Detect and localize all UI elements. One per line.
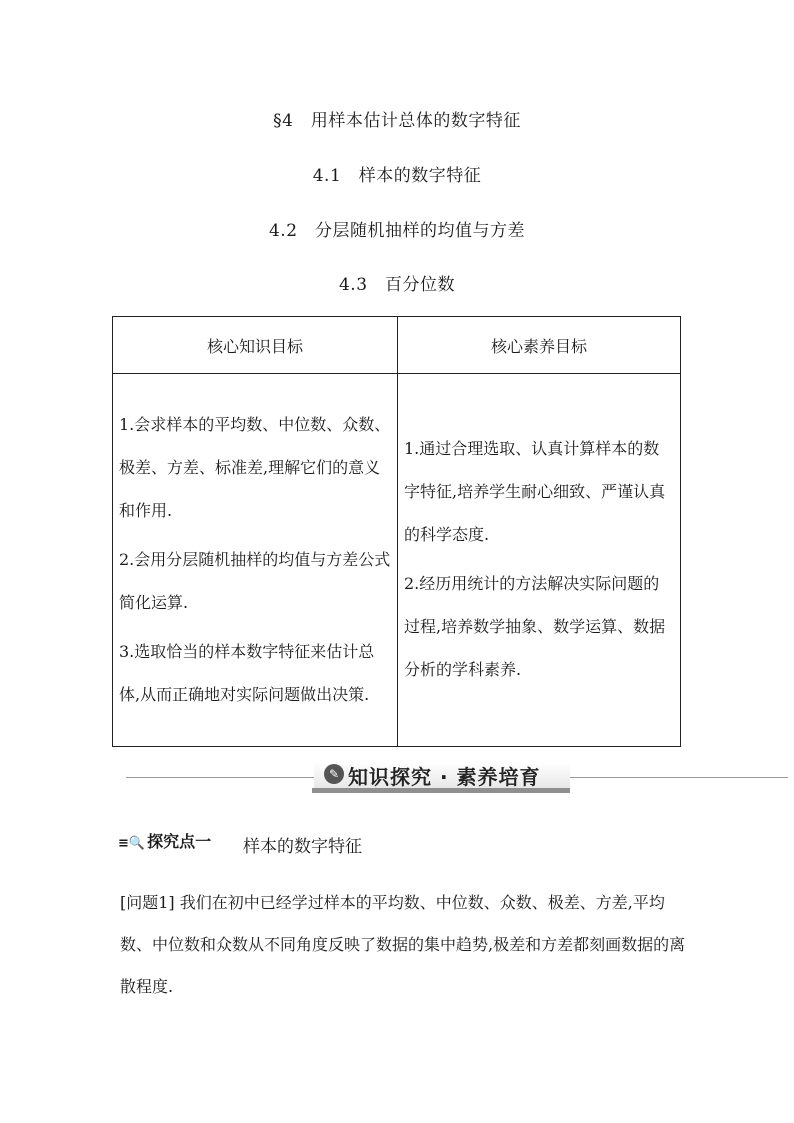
goals-table-row: [113, 374, 681, 747]
magnifier-icon: ≡🔍: [118, 836, 146, 851]
goals-table: [112, 316, 681, 747]
subsection-heading-1: 4.1 样本的数字特征: [312, 166, 482, 186]
subsection-heading-3: 4.3 百分位数: [338, 275, 456, 295]
question-paragraph: [问题1] 我们在初中已经学过样本的平均数、中位数、众数、极差、方差,平均数、中位数和众数从不同角度反映了数据的集中趋势,极差和方差都刻画数据的离散程度.: [120, 893, 686, 996]
literacy-goal-2: 2.经历用统计的方法解决实际问题的过程,培养数学抽象、数学运算、数据分析的学科素养.: [404, 574, 666, 679]
knowledge-goals-cell: [113, 374, 398, 747]
knowledge-goals-header: 核心知识目标: [113, 317, 398, 374]
goals-table-header-row: [113, 317, 681, 374]
exploration-point-text: 探究点一: [147, 832, 212, 851]
literacy-goal-1: 1.通过合理选取、认真计算样本的数字特征,培养学生耐心细致、严谨认真的科学态度.: [404, 439, 666, 544]
knowledge-goal-1: 1.会求样本的平均数、中位数、众数、极差、方差、标准差,理解它们的意义和作用.: [119, 414, 391, 520]
subsection-heading-2: 4.2 分层随机抽样的均值与方差: [268, 221, 526, 241]
knowledge-banner: [126, 760, 788, 796]
exploration-point-title: 样本的数字特征: [243, 837, 362, 857]
literacy-goals-cell: [398, 374, 681, 747]
pencil-icon: ✎: [324, 764, 344, 784]
banner-title: 知识探究 · 素养培育: [348, 765, 541, 789]
section-heading: §4 用样本估计总体的数字特征: [273, 111, 521, 131]
exploration-point-label: [118, 829, 211, 852]
knowledge-goal-3: 3.选取恰当的样本数字特征来估计总体,从而正确地对实际问题做出决策.: [119, 641, 375, 704]
knowledge-goal-2: 2.会用分层随机抽样的均值与方差公式简化运算.: [119, 549, 391, 612]
literacy-goals-header: 核心素养目标: [398, 317, 681, 374]
